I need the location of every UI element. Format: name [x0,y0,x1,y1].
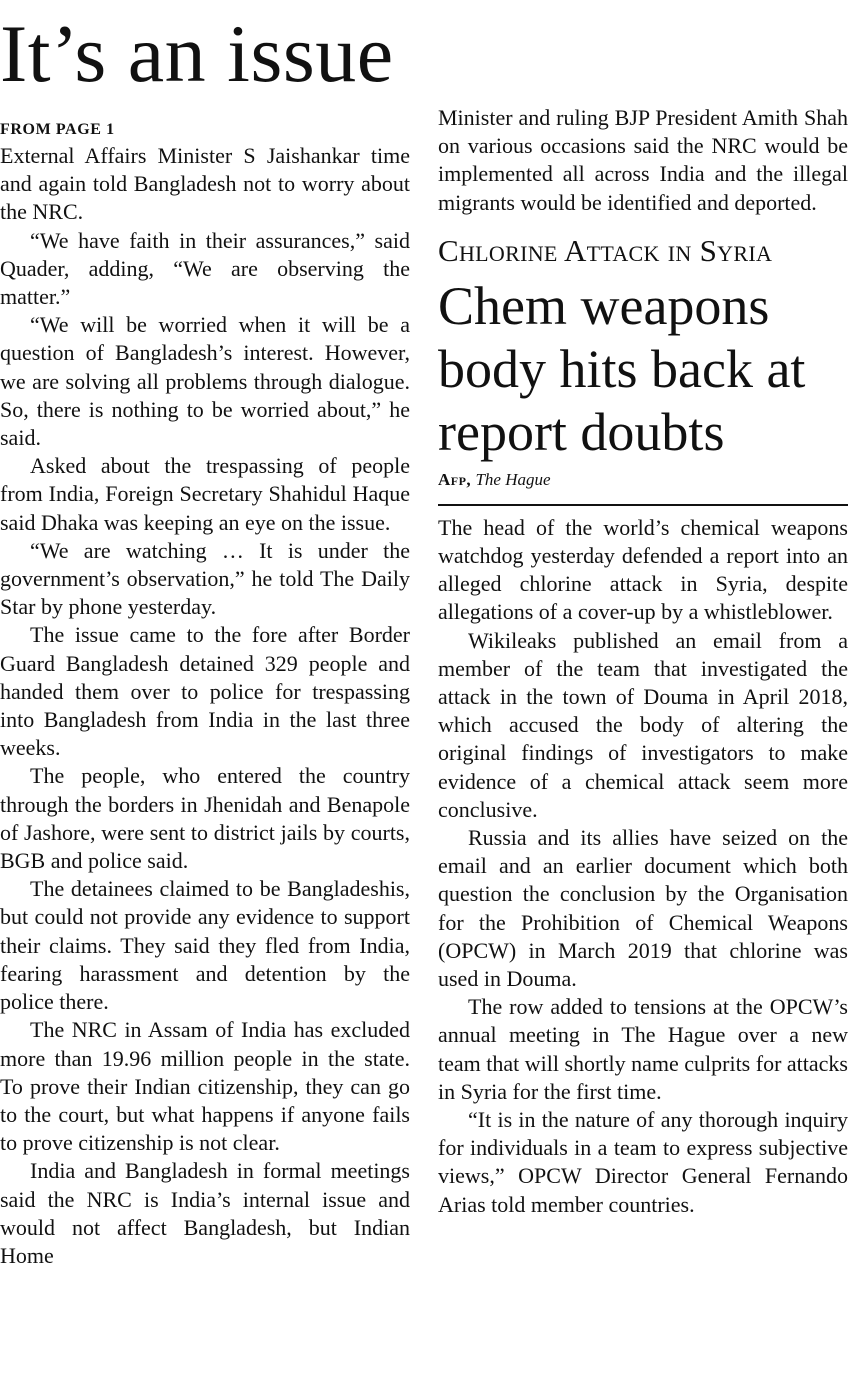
article-paragraph: Asked about the trespassing of people from India, Foreign Secretary Shahidul Haque said Dhaka was keeping an eye on the issue. [0,453,410,535]
article-paragraph: The head of the world’s chemical weapons watchdog yesterday defended a report into an alleged chlorine attack in Syria, despite allegations of a cover-up by a whistleblower. [438,514,848,625]
right-column [438,104,848,1219]
article-paragraph: The NRC in Assam of India has excluded more than 19.96 million people in the state. To prove their Indian citizenship, they can go to the court, but what happens if anyone fails to prove citizenship is not clear. [0,1017,410,1156]
article-paragraph: The row added to tensions at the OPCW’s annual meeting in The Hague over a new team that will shortly name culprits for attacks in Syria for the first time. [438,994,848,1104]
article-paragraph: “It is in the nature of any thorough inquiry for individuals in a team to express subjective views,” OPCW Director General Fernando Arias told member countries. [438,1107,848,1217]
main-headline: It’s an issue [0,8,394,99]
article-paragraph: “We have faith in their assurances,” said Quader, adding, “We are observing the matter.” [0,227,410,310]
article-paragraph: India and Bangladesh in formal meetings said the NRC is India’s internal issue and would not affect Bangladesh, but Indian Home [0,1158,410,1268]
byline-agency: Afp, [438,469,472,489]
section-kicker: Chlorine Attack in Syria [438,232,773,268]
story-body [438,514,848,1219]
article-paragraph: “We will be worried when it will be a question of Bangladesh’s interest. However, we are solving all problems through dialogue. So, there is nothing to be worried about,” he said. [0,312,410,451]
article-paragraph: External Affairs Minister S Jaishankar time and again told Bangladesh not to worry about the NRC. [0,143,410,225]
article-paragraph: “We are watching … It is under the government’s observation,” he told The Daily Star by phone yesterday. [0,537,410,620]
left-column [0,118,410,1270]
article-paragraph: Wikileaks published an email from a member of the team that investigated the attack in the town of Douma in April 2018, which accused the body of altering the original findings of investigators to make evidence of a chemical attack seem more conclusive. [438,627,848,822]
story-headline: Chem weapons body hits back at report doubts [438,275,806,462]
continued-article-text: Minister and ruling BJP President Amith Shah on various occasions said the NRC would be implemented all across India and the illegal migrants would be identified and deported. [438,105,848,215]
article-paragraph: The people, who entered the country through the borders in Jhenidah and Benapole of Jashore, were sent to district jails by courts, BGB and police said. [0,763,410,874]
article-paragraph: Russia and its allies have seized on the email and an earlier document which both question the conclusion by the Organisation for the Prohibition of Chemical Weapons (OPCW) in March 2019 that chlorine was used in Douma. [438,825,848,992]
byline-place: The Hague [475,469,551,489]
byline [438,468,848,506]
article-paragraph: The issue came to the fore after Border Guard Bangladesh detained 329 people and handed them over to police for trespassing into Bangladesh from India in the last three weeks. [0,622,410,761]
article-paragraph: The detainees claimed to be Bangladeshis, but could not provide any evidence to support their claims. They said they fled from India, fearing harassment and detention by the police there. [0,876,410,1015]
continued-from-label: FROM PAGE 1 [0,121,115,138]
